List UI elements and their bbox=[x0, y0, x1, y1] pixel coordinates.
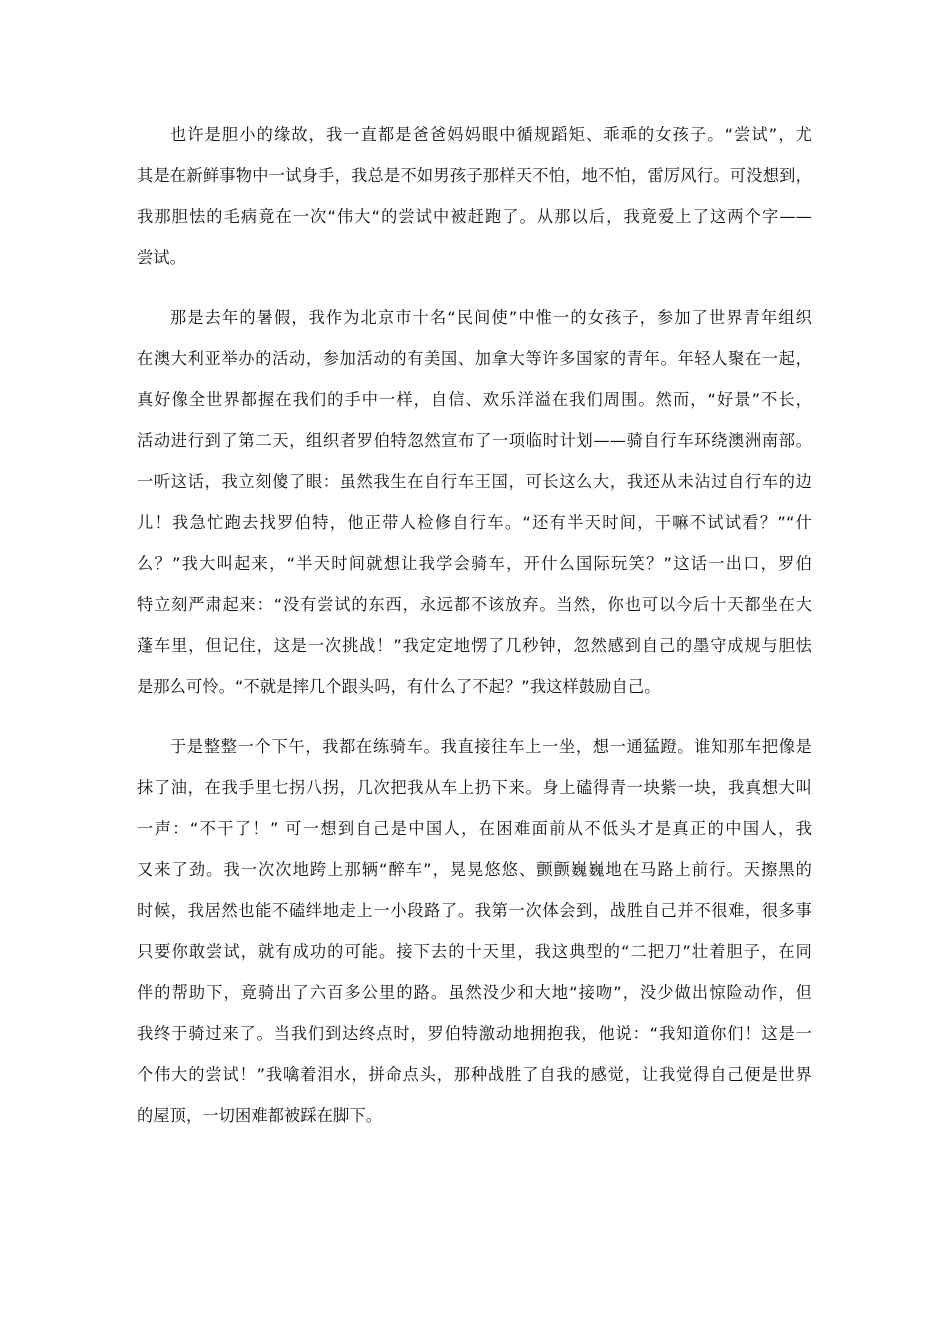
paragraph-line: 我终于骑过来了。当我们到达终点时，罗伯特激动地拥抱我，他说：“我知道你们！这是一 bbox=[137, 1024, 812, 1043]
paragraph-line: 特立刻严肃起来：“没有尝试的东西，永远都不该放弃。当然，你也可以今后十天都坐在大 bbox=[137, 595, 812, 614]
paragraph-line: 尝试。 bbox=[137, 248, 187, 267]
paragraph-line: 蓬车里，但记住，这是一次挑战！”我定定地愣了几秒钟，忽然感到自己的墨守成规与胆怯 bbox=[137, 636, 812, 655]
paragraph-line: 于是整整一个下午，我都在练骑车。我直接往车上一坐，想一通猛蹬。谁知那车把像是 bbox=[170, 737, 812, 756]
paragraph-line: 那是去年的暑假，我作为北京市十名“民间使”中惟一的女孩子，参加了世界青年组织 bbox=[170, 308, 812, 327]
paragraph-line: 抹了油，在我手里七拐八拐，几次把我从车上扔下来。身上磕得青一块紫一块，我真想大叫 bbox=[137, 778, 812, 797]
paragraph-line: 活动进行到了第二天，组织者罗伯特忽然宣布了一项临时计划——骑自行车环绕澳洲南部。 bbox=[137, 431, 812, 450]
paragraph-line: 又来了劲。我一次次地跨上那辆“醉车”，晃晃悠悠、颤颤巍巍地在马路上前行。天擦黑的 bbox=[137, 860, 812, 879]
paragraph-line: 真好像全世界都握在我们的手中一样，自信、欢乐洋溢在我们周围。然而，“好景”不长， bbox=[137, 390, 812, 409]
paragraph-line: 的屋顶，一切困难都被踩在脚下。 bbox=[137, 1106, 383, 1125]
paragraph-line: 只要你敢尝试，就有成功的可能。接下去的十天里，我这典型的“二把刀”壮着胆子，在同 bbox=[137, 942, 812, 961]
paragraph-line: 么？”我大叫起来，“半天时间就想让我学会骑车，开什么国际玩笑？”这话一出口，罗伯 bbox=[137, 554, 812, 573]
paragraph-line: 我那胆怯的毛病竟在一次“伟大“的尝试中被赶跑了。从那以后，我竟爱上了这两个字—— bbox=[137, 207, 812, 226]
paragraph-line: 在澳大利亚举办的活动，参加活动的有美国、加拿大等许多国家的青年。年轻人聚在一起， bbox=[137, 349, 812, 368]
paragraph-line: 时候，我居然也能不磕绊地走上一小段路了。我第一次体会到，战胜自己并不很难，很多事 bbox=[137, 901, 812, 920]
paragraph-line: 也许是胆小的缘故，我一直都是爸爸妈妈眼中循规蹈矩、乖乖的女孩子。“尝试”，尤 bbox=[170, 125, 812, 144]
paragraph-line: 是那么可怜。“不就是摔几个跟头吗，有什么了不起？”我这样鼓励自己。 bbox=[137, 677, 661, 696]
paragraph-line: 一声：“不干了！” 可一想到自己是中国人，在困难面前从不低头才是真正的中国人，我 bbox=[137, 819, 812, 838]
paragraph-line: 一听这话，我立刻傻了眼：虽然我生在自行车王国，可长这么大，我还从未沾过自行车的边 bbox=[137, 472, 812, 491]
paragraph-line: 伴的帮助下，竟骑出了六百多公里的路。虽然没少和大地“接吻”，没少做出惊险动作，但 bbox=[137, 983, 812, 1002]
paragraph-line: 儿！我急忙跑去找罗伯特，他正带人检修自行车。“还有半天时间，干嘛不试试看？”“什 bbox=[137, 513, 812, 532]
paragraph-line: 其是在新鲜事物中一试身手，我总是不如男孩子那样天不怕，地不怕，雷厉风行。可没想到， bbox=[137, 166, 812, 185]
paragraph-line: 个伟大的尝试！”我噙着泪水，拼命点头，那种战胜了自我的感觉，让我觉得自己便是世界 bbox=[137, 1065, 812, 1084]
